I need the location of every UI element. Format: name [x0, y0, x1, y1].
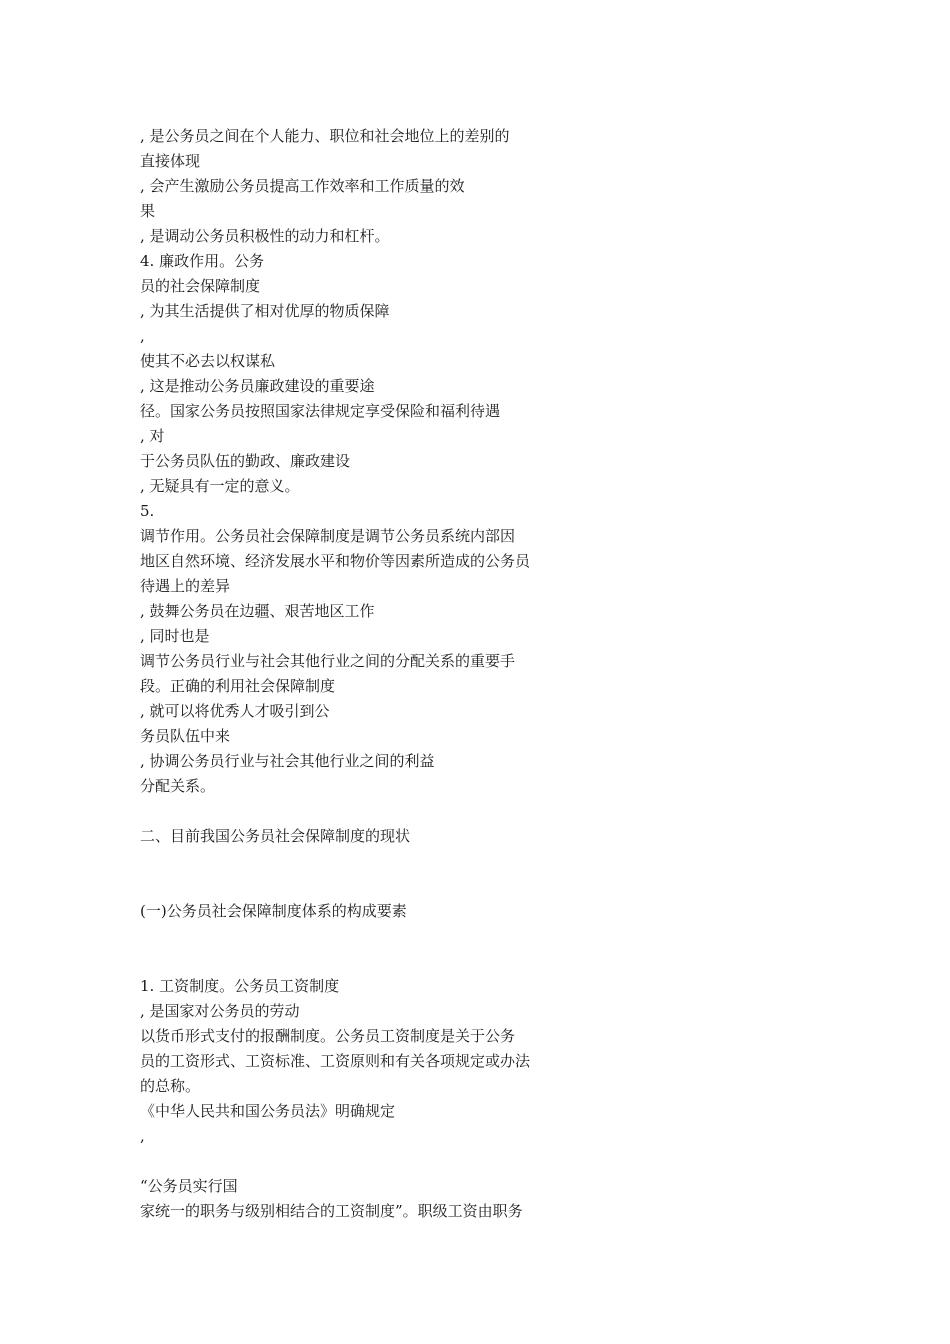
blank-line	[140, 874, 600, 899]
subsection-heading: (一)公务员社会保障制度体系的构成要素	[140, 902, 407, 920]
text-line: 1. 工资制度。公务员工资制度	[140, 977, 340, 995]
text-line: , 是国家对公务员的劳动	[140, 1002, 300, 1020]
text-line: , 这是推动公务员廉政建设的重要途	[140, 377, 375, 395]
text-line: , 鼓舞公务员在边疆、艰苦地区工作	[140, 602, 375, 620]
blank-line	[140, 1149, 600, 1174]
text-line: 径。国家公务员按照国家法律规定享受保险和福利待遇	[140, 402, 501, 420]
text-line: 员的工资形式、工资标准、工资原则和有关各项规定或办法	[140, 1052, 531, 1070]
text-line: , 为其生活提供了相对优厚的物质保障	[140, 302, 390, 320]
text-line: “公务员实行国	[140, 1177, 238, 1195]
document-body	[140, 124, 600, 1224]
text-line: 待遇上的差异	[140, 577, 231, 595]
text-line: 调节作用。公务员社会保障制度是调节公务员系统内部因	[140, 527, 516, 545]
text-line: 4. 廉政作用。公务	[140, 252, 265, 270]
text-line: 于公务员队伍的勤政、廉政建设	[140, 452, 351, 470]
text-line: , 无疑具有一定的意义。	[140, 477, 300, 495]
text-line: 5.	[140, 502, 155, 520]
text-line: 果	[140, 202, 156, 220]
blank-line	[140, 849, 600, 874]
text-line: , 会产生激励公务员提高工作效率和工作质量的效	[140, 177, 465, 195]
text-line: , 对	[140, 427, 165, 445]
text-line: 务员队伍中来	[140, 727, 231, 745]
text-line: 以货币形式支付的报酬制度。公务员工资制度是关于公务	[140, 1027, 516, 1045]
text-line: 使其不必去以权谋私	[140, 352, 276, 370]
text-line: 的总称。	[140, 1077, 201, 1095]
text-line: 《中华人民共和国公务员法》明确规定	[140, 1102, 396, 1120]
text-line: , 协调公务员行业与社会其他行业之间的利益	[140, 752, 435, 770]
text-line: 分配关系。	[140, 777, 216, 795]
text-line: , 同时也是	[140, 627, 210, 645]
text-line: 段。正确的利用社会保障制度	[140, 677, 336, 695]
text-line: 地区自然环境、经济发展水平和物价等因素所造成的公务员	[140, 552, 531, 570]
text-line: ,	[140, 327, 145, 345]
text-line: ,	[140, 1127, 145, 1145]
text-line: , 是调动公务员积极性的动力和杠杆。	[140, 227, 390, 245]
text-line: , 就可以将优秀人才吸引到公	[140, 702, 330, 720]
text-line: 员的社会保障制度	[140, 277, 261, 295]
blank-line	[140, 949, 600, 974]
text-line: , 是公务员之间在个人能力、职位和社会地位上的差别的	[140, 127, 510, 145]
section-heading: 二、目前我国公务员社会保障制度的现状	[140, 827, 411, 845]
blank-line	[140, 799, 600, 824]
text-line: 调节公务员行业与社会其他行业之间的分配关系的重要手	[140, 652, 516, 670]
blank-line	[140, 924, 600, 949]
text-line: 直接体现	[140, 152, 201, 170]
text-line: 家统一的职务与级别相结合的工资制度”。职级工资由职务	[140, 1202, 523, 1220]
